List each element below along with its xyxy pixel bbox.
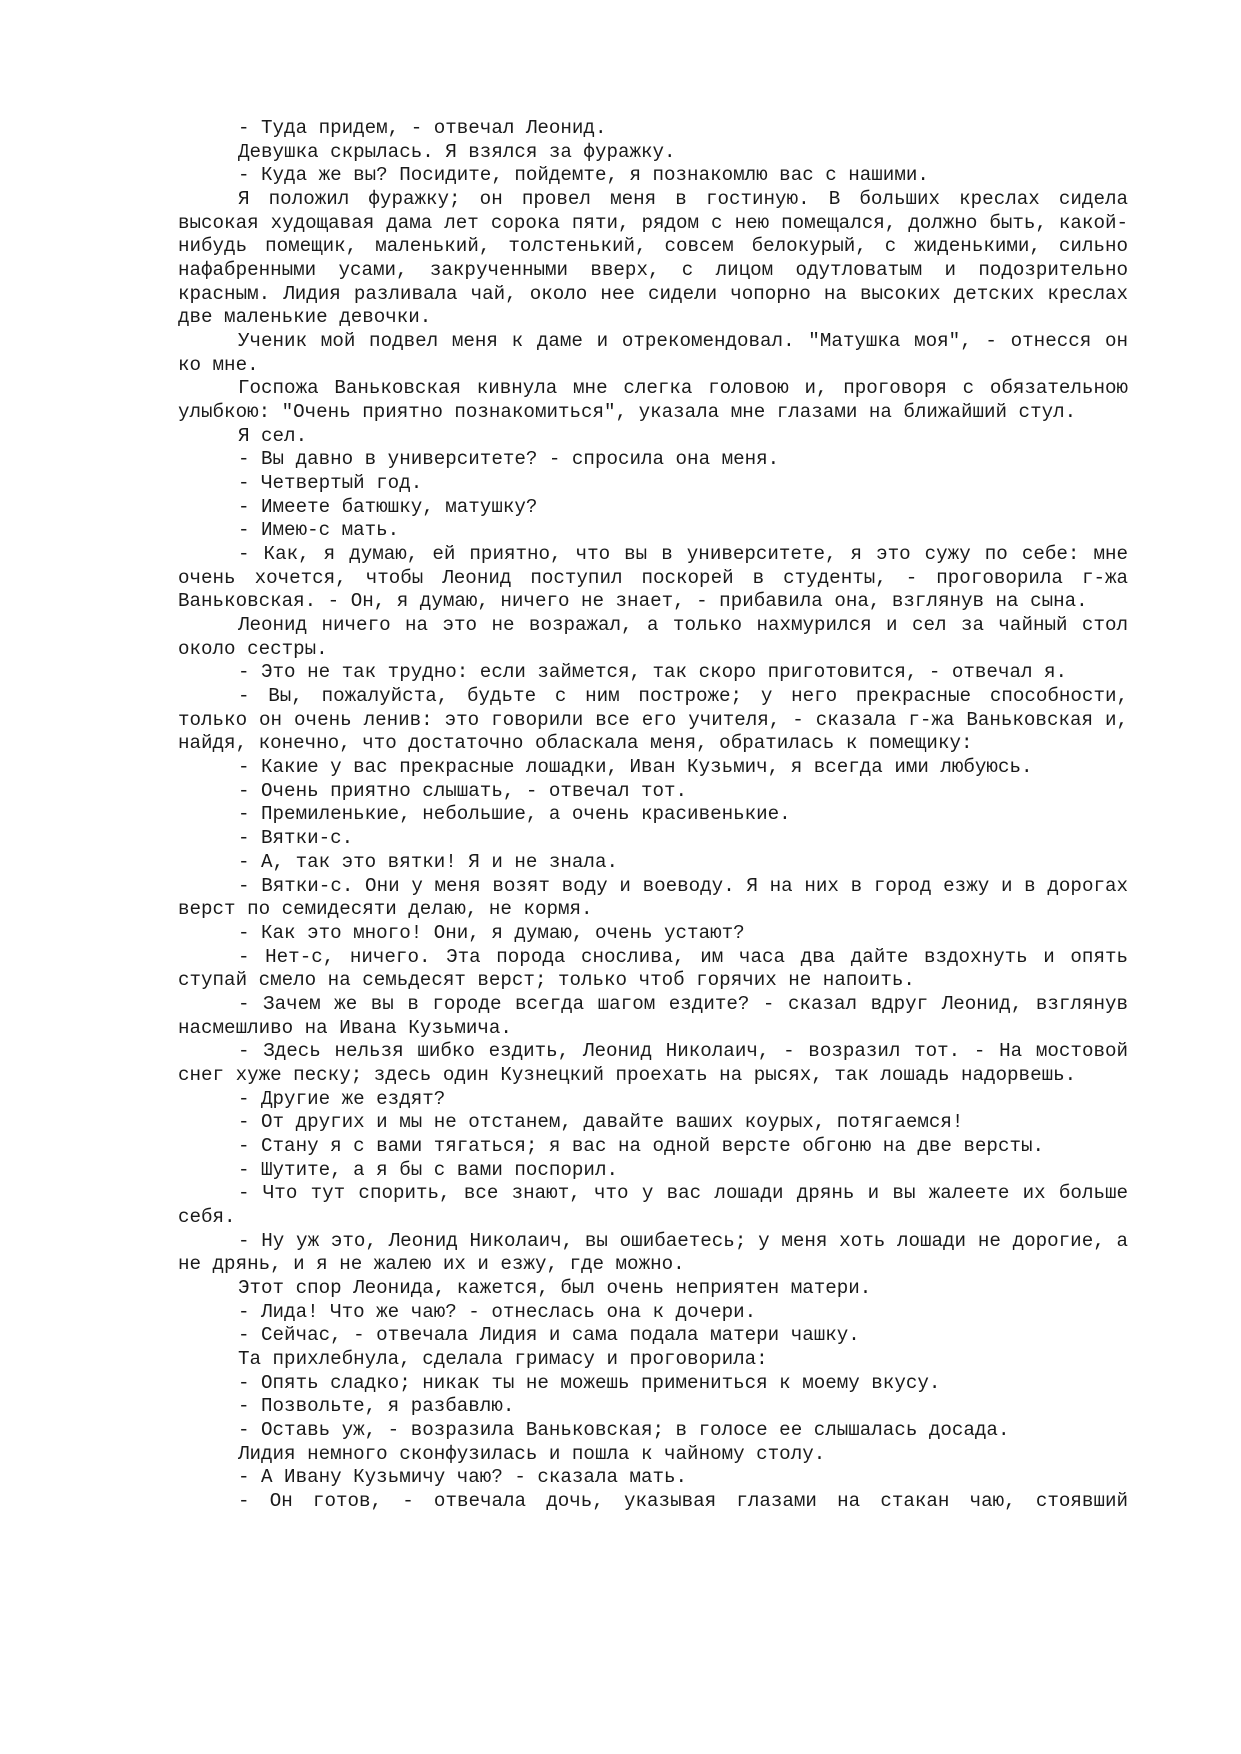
paragraph: - Куда же вы? Посидите, пойдемте, я познакомлю вас с нашими. <box>238 164 929 187</box>
paragraph: - Лида! Что же чаю? - отнеслась она к дочери. <box>238 1300 757 1323</box>
paragraph: Лидия немного сконфузилась и пошла к чайному столу. <box>238 1442 826 1465</box>
paragraph: - Вы давно в университете? - спросила она меня. <box>238 448 780 471</box>
paragraph: - Нет-с, ничего. Эта порода сносливa, им часа два дайте вздохнуть и опять ступай смело на семьдесят верст; только чтоб горячих не напоить. <box>178 945 1128 992</box>
paragraph: - Как, я думаю, ей приятно, что вы в университете, я это сужу по себе: мне очень хочется, чтобы Леонид поступил поскорей в студенты, - проговорила г-жа Ваньковская. - Он, я думаю, ничего не знает, - прибавила она, взглянув на сына. <box>178 543 1128 613</box>
paragraph: Леонид ничего на это не возражал, а только нахмурился и сел за чайный стол около сестры. <box>178 614 1128 660</box>
paragraph: - Опять сладко; никак ты не можешь примениться к моему вкусу. <box>238 1371 941 1394</box>
paragraph: - Это не так трудно: если займется, так скоро приготовится, - отвечал я. <box>238 661 1068 684</box>
body-text <box>178 117 1128 1514</box>
paragraph: - Стану я с вами тягаться; я вас на одной версте обгоню на две версты. <box>238 1134 1045 1157</box>
paragraph: - Он готов, - отвечала дочь, указывая глазами на стакан чаю, стоявший <box>238 1489 1128 1512</box>
paragraph: Я сел. <box>238 424 308 447</box>
paragraph: - Сейчас, - отвечала Лидия и сама подала матери чашку. <box>238 1324 860 1347</box>
paragraph: Та прихлебнула, сделала гримасу и проговорила: <box>238 1347 768 1370</box>
paragraph: Этот спор Леонида, кажется, был очень неприятен матери. <box>238 1276 872 1299</box>
paragraph: - Как это много! Они, я думаю, очень устают? <box>238 921 745 944</box>
paragraph: Я положил фуражку; он провел меня в гостиную. В больших креслах сидела высокая худощавая дама лет сорока пяти, рядом с нею помещался, должно быть, какой-нибудь помещик, маленький, толстенький, совсем белокурый, с жиденькими, сильно нафабренными усами, закрученными вверх, с лицом одутловатым и подозрительно красным. Лидия разливала чай, около нее сидели чопорно на высоких детских креслах две маленькие девочки. <box>178 188 1128 329</box>
paragraph: Девушка скрылась. Я взялся за фуражку. <box>238 140 676 163</box>
paragraph: - От других и мы не отстанем, давайте ваших коурых, потягаемся! <box>238 1111 964 1134</box>
paragraph: - А, так это вятки! Я и не знала. <box>238 850 618 873</box>
paragraph: Ученик мой подвел меня к даме и отрекомендовал. "Матушка моя", - отнесся он ко мне. <box>178 330 1128 376</box>
paragraph: Госпожа Ваньковская кивнула мне слегка головою и, проговоря с обязательною улыбкою: "Очень приятно познакомиться", указала мне глазами на ближайший стул. <box>178 377 1128 424</box>
paragraph: - Позвольте, я разбавлю. <box>238 1395 515 1418</box>
paragraph: - Ну уж это, Леонид Николаич, вы ошибаетесь; у меня хоть лошади не дорогие, а не дрянь, и я не жалею их и езжу, где можно. <box>178 1229 1128 1276</box>
paragraph: - Вятки-с. Они у меня возят воду и воеводу. Я на них в город езжу и в дорогах верст по семидесяти делаю, не кормя. <box>178 874 1128 921</box>
paragraph: - Вы, пожалуйста, будьте с ним построже; у него прекрасные способности, только он очень ленив: это говорили все его учителя, - сказала г-жа Ваньковская и, найдя, конечно, что достаточно обласкала меня, обратилась к помещику: <box>178 685 1128 755</box>
paragraph: - Шутите, а я бы с вами поспорил. <box>238 1158 618 1181</box>
paragraph: - Какие у вас прекрасные лошадки, Иван Кузьмич, я всегда ими любуюсь. <box>238 756 1033 779</box>
paragraph: - Здесь нельзя шибко ездить, Леонид Николаич, - возразил тот. - На мостовой снег хуже песку; здесь один Кузнецкий проехать на рысях, так лошадь надорвешь. <box>178 1040 1128 1086</box>
paragraph: - Другие же ездят? <box>238 1087 446 1110</box>
paragraph: - Что тут спорить, все знают, что у вас лошади дрянь и вы жалеете их больше себя. <box>178 1182 1128 1228</box>
paragraph: - Оставь уж, - возразила Ваньковская; в голосе ее слышалась досада. <box>238 1418 1010 1441</box>
paragraph: - Зачем же вы в городе всегда шагом ездите? - сказал вдруг Леонид, взглянув насмешливо на Ивана Кузьмича. <box>178 992 1128 1039</box>
paragraph: - Премиленькие, небольшие, а очень красивенькие. <box>238 803 791 826</box>
paragraph: - Четвертый год. <box>238 472 423 495</box>
paragraph: - Имею-с мать. <box>238 519 400 542</box>
paragraph: - Туда придем, - отвечал Леонид. <box>238 117 607 139</box>
paragraph: - Имеете батюшку, матушку? <box>238 495 538 518</box>
paragraph: - А Ивану Кузьмичу чаю? - сказала мать. <box>238 1466 688 1489</box>
paragraph: - Вятки-с. <box>238 827 354 850</box>
paragraph: - Очень приятно слышать, - отвечал тот. <box>238 779 688 802</box>
